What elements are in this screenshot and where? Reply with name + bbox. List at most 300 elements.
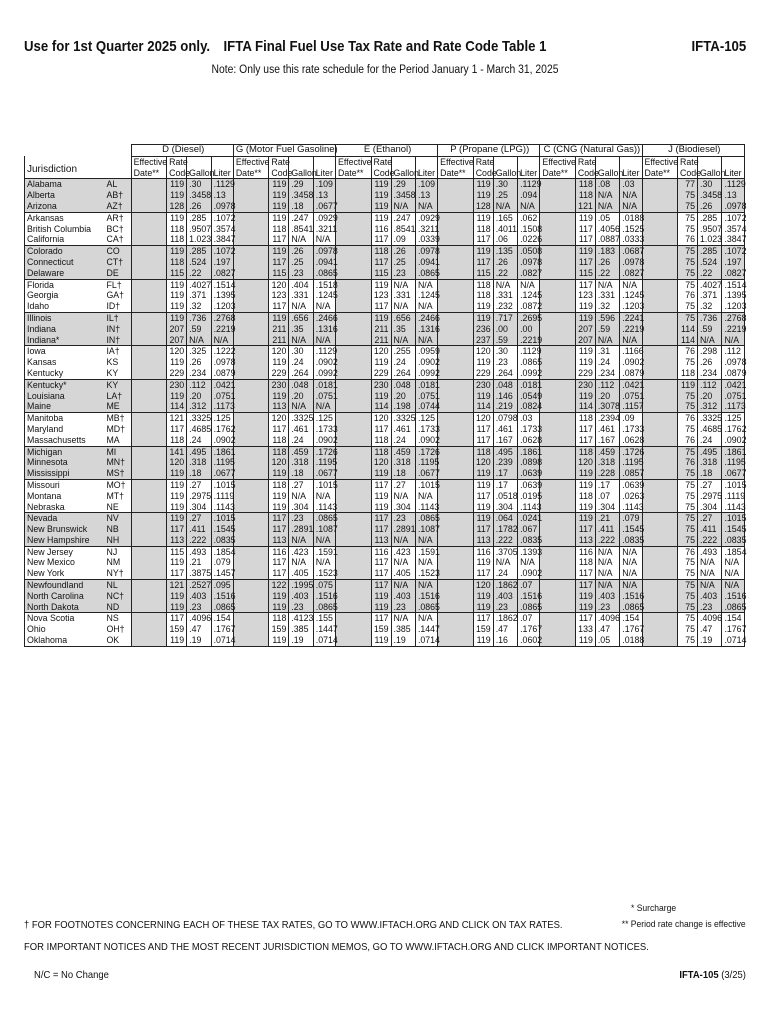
rate-code-cell: 113 (269, 401, 289, 412)
rate-code-cell: 119 (473, 602, 493, 613)
jurisdiction-code: ID† (106, 301, 121, 312)
effective-date-cell (131, 346, 167, 357)
liter-rate-cell: .1591 (415, 546, 437, 557)
rate-code-cell: 75 (678, 513, 698, 524)
gallon-rate-cell: .26 (698, 201, 722, 212)
effective-date-cell (540, 413, 576, 424)
gallon-rate-cell: .17 (595, 479, 619, 490)
liter-rate-cell: .0241 (518, 513, 540, 524)
gallon-rate-cell: .736 (187, 312, 211, 323)
effective-date-cell (438, 234, 474, 245)
rate-code-cell: 117 (473, 613, 493, 624)
liter-rate-cell: N/A (620, 201, 642, 212)
effective-date-cell (233, 201, 269, 212)
gallon-rate-cell: .524 (187, 257, 211, 268)
gallon-rate-cell: .331 (289, 290, 313, 301)
rate-code-cell: 128 (167, 201, 187, 212)
liter-rate-cell: N/A (313, 335, 335, 346)
jurisdiction-code: ME (104, 401, 131, 412)
rate-code-cell: 117 (371, 301, 391, 312)
jurisdiction-code: MD† (106, 423, 126, 434)
liter-rate-cell: .094 (518, 190, 540, 201)
jurisdiction-name: Louisiana (25, 391, 105, 402)
effective-date-cell (438, 368, 474, 379)
liter-rate-cell: .0639 (620, 479, 642, 490)
rate-code-cell: 207 (167, 335, 187, 346)
effective-date-cell (642, 324, 678, 335)
gallon-rate-cell: .05 (595, 635, 619, 646)
effective-date-cell (131, 457, 167, 468)
rate-code-cell: 115 (575, 268, 595, 279)
rate-code-cell: 114 (371, 401, 391, 412)
rate-code-cell: 120 (167, 346, 187, 357)
liter-rate-cell: .1726 (313, 446, 335, 457)
effective-date-cell (131, 391, 167, 402)
liter-rate-cell: .0992 (313, 368, 335, 379)
gallon-rate-cell: .35 (391, 324, 415, 335)
jurisdiction-name: New Hampshire (25, 535, 105, 546)
liter-rate-cell: .1119 (211, 491, 233, 502)
effective-date-cell (540, 335, 576, 346)
liter-rate-cell: .062 (518, 212, 540, 223)
liter-rate-cell: .1854 (211, 546, 233, 557)
rate-code-cell: 236 (473, 324, 493, 335)
liter-rate-cell: .1861 (722, 446, 745, 457)
jurisdiction-code: NH (104, 535, 131, 546)
rate-code-cell: 229 (371, 368, 391, 379)
liter-header: Liter (722, 156, 745, 179)
liter-rate-cell: .0677 (313, 201, 335, 212)
effective-date-cell (336, 379, 372, 390)
liter-rate-cell: .0865 (518, 602, 540, 613)
rate-code-cell: 118 (269, 446, 289, 457)
gallon-rate-cell: N/A (595, 546, 619, 557)
rate-code-cell: 116 (575, 546, 595, 557)
liter-rate-cell: .0865 (313, 602, 335, 613)
gallon-rate-cell: .24 (391, 357, 415, 368)
rate-code-cell: 117 (371, 568, 391, 579)
effective-date-cell (336, 257, 372, 268)
effective-date-cell (642, 391, 678, 402)
jurisdiction-code: BC† (106, 223, 124, 234)
rate-code-cell: 229 (473, 368, 493, 379)
rate-code-cell: 117 (167, 613, 187, 624)
rate-code-cell: 116 (473, 546, 493, 557)
table-row (25, 224, 745, 235)
gallon-rate-cell: N/A (493, 201, 517, 212)
gallon-rate-cell: N/A (595, 190, 619, 201)
rate-code-cell: 113 (269, 535, 289, 546)
gallon-rate-cell: .19 (391, 635, 415, 646)
gallon-rate-cell: .596 (595, 312, 619, 323)
effective-date-cell (336, 357, 372, 368)
liter-rate-cell: .3847 (211, 234, 233, 245)
rate-code-cell: 117 (269, 513, 289, 524)
liter-rate-cell: .0865 (620, 602, 642, 613)
effective-date-cell (540, 346, 576, 357)
effective-date-cell (438, 257, 474, 268)
rate-code-cell: 113 (371, 535, 391, 546)
rate-code-cell: 117 (473, 234, 493, 245)
gallon-rate-cell: .18 (289, 201, 313, 212)
effective-date-cell (540, 301, 576, 312)
effective-date-cell (540, 246, 576, 257)
rate-code-cell: 75 (678, 190, 698, 201)
liter-rate-cell: .0992 (415, 368, 437, 379)
liter-rate-cell: .1143 (415, 502, 437, 513)
jurisdiction-name: New York (25, 568, 105, 579)
rate-code-cell: 75 (678, 502, 698, 513)
effective-date-cell (336, 602, 372, 613)
jurisdiction-code: CA† (106, 234, 124, 245)
rate-code-cell: 119 (269, 246, 289, 257)
table-row (25, 446, 745, 457)
liter-rate-cell: .1072 (211, 212, 233, 223)
gallon-rate-cell: .20 (595, 391, 619, 402)
liter-rate-cell: N/A (722, 568, 745, 579)
gallon-rate-cell: .0518 (493, 491, 517, 502)
gallon-rate-cell: .219 (493, 401, 517, 412)
effective-date-cell (540, 446, 576, 457)
jurisdiction-code: KY (106, 367, 119, 378)
effective-date-cell (131, 568, 167, 579)
effective-date-cell (438, 479, 474, 490)
rate-code-cell: 230 (167, 379, 187, 390)
rate-code-cell: 159 (473, 624, 493, 635)
rate-code-cell: 119 (575, 346, 595, 357)
liter-rate-cell: .1245 (518, 290, 540, 301)
liter-rate-cell: .0978 (211, 357, 233, 368)
liter-rate-cell: .1222 (211, 346, 233, 357)
effective-date-cell (642, 179, 678, 190)
gallon-rate-cell: .064 (493, 513, 517, 524)
fuel-group-header-row (25, 145, 745, 157)
liter-rate-cell: .0865 (415, 602, 437, 613)
effective-date-cell (540, 324, 576, 335)
effective-date-cell (336, 557, 372, 568)
effective-date-cell (642, 312, 678, 323)
effective-date-cell (131, 479, 167, 490)
gallon-rate-cell: .255 (391, 346, 415, 357)
gallon-rate-cell: .59 (187, 324, 211, 335)
liter-rate-cell: N/A (415, 201, 437, 212)
effective-date-cell (642, 591, 678, 602)
jurisdiction-code: AR† (104, 212, 131, 223)
rate-code-cell: 116 (371, 546, 391, 557)
jurisdiction-name: North Dakota (25, 602, 105, 613)
rate-code-cell: 119 (167, 502, 187, 513)
rate-code-cell: 75 (678, 312, 698, 323)
effective-date-cell (233, 279, 269, 290)
rate-code-cell: 118 (575, 190, 595, 201)
effective-date-cell (540, 290, 576, 301)
liter-rate-cell: .0508 (518, 246, 540, 257)
effective-date-cell (642, 491, 678, 502)
effective-date-cell (438, 324, 474, 335)
effective-date-cell (233, 290, 269, 301)
rate-code-cell: 118 (269, 435, 289, 446)
rate-code-cell: 117 (473, 435, 493, 446)
jurisdiction-name: Connecticut (25, 257, 105, 268)
gallon-rate-cell: .304 (187, 502, 211, 513)
effective-date-cell (540, 368, 576, 379)
effective-date-cell (233, 491, 269, 502)
jurisdiction-name: Oklahoma (25, 635, 105, 646)
liter-rate-cell: .095 (211, 580, 233, 591)
gallon-rate-cell: .4096 (595, 613, 619, 624)
effective-date-cell (131, 624, 167, 635)
jurisdiction-header: Jurisdiction (25, 156, 132, 179)
table-row (25, 201, 745, 212)
liter-rate-cell: N/A (415, 279, 437, 290)
rate-code-cell: 119 (371, 468, 391, 479)
rate-code-cell: 123 (269, 290, 289, 301)
liter-rate-cell: N/A (415, 535, 437, 546)
effective-date-cell (540, 435, 576, 446)
jurisdiction-name: Montana (25, 491, 105, 502)
liter-rate-cell: .2219 (211, 324, 233, 335)
liter-rate-cell: .0181 (518, 379, 540, 390)
rate-code-cell: 207 (575, 324, 595, 335)
jurisdiction-code: OK (104, 635, 131, 646)
gallon-rate-cell: N/A (391, 613, 415, 624)
gallon-rate-cell: .405 (289, 568, 313, 579)
gallon-rate-cell: .232 (493, 301, 517, 312)
liter-rate-cell: .0677 (313, 468, 335, 479)
gallon-rate-cell: .198 (391, 401, 415, 412)
table-row (25, 257, 745, 268)
gallon-rate-cell: .411 (698, 524, 722, 535)
effective-date-cell (642, 401, 678, 412)
effective-date-cell (438, 391, 474, 402)
gallon-rate-cell: .285 (698, 212, 722, 223)
gallon-rate-cell: N/A (595, 279, 619, 290)
rate-code-cell: 119 (167, 301, 187, 312)
period-change-note: ** Period rate change is effective (622, 919, 746, 930)
gallon-rate-cell: .47 (595, 624, 619, 635)
effective-date-cell (642, 212, 678, 223)
effective-date-cell (336, 513, 372, 524)
rate-code-cell: 119 (167, 190, 187, 201)
liter-rate-cell: .1143 (620, 502, 642, 513)
effective-date-cell (131, 190, 167, 201)
effective-date-cell (336, 234, 372, 245)
jurisdiction-code: NB (104, 524, 131, 535)
effective-date-cell (438, 491, 474, 502)
jurisdiction-name: New Brunswick (25, 524, 105, 535)
gallon-rate-cell: N/A (698, 335, 722, 346)
effective-date-cell (131, 324, 167, 335)
gallon-rate-cell: .112 (698, 379, 722, 390)
rate-code-cell: 75 (678, 224, 698, 235)
liter-rate-cell: N/A (722, 557, 745, 568)
effective-date-cell (438, 446, 474, 457)
rate-code-cell: 119 (575, 635, 595, 646)
table-row (25, 524, 745, 535)
liter-rate-cell: N/A (415, 580, 437, 591)
rate-code-cell: 117 (269, 568, 289, 579)
rate-code-cell: 119 (167, 279, 187, 290)
rate-code-cell: 77 (678, 179, 698, 190)
gallon-rate-cell: N/A (391, 279, 415, 290)
liter-rate-cell: .155 (313, 613, 335, 624)
liter-rate-cell: .0941 (313, 257, 335, 268)
effective-date-cell (438, 268, 474, 279)
gallon-rate-cell: .2394 (595, 413, 619, 424)
table-row (25, 290, 745, 301)
gallon-rate-cell: N/A (391, 201, 415, 212)
rate-code-cell: 211 (371, 324, 391, 335)
liter-rate-cell: .2219 (518, 335, 540, 346)
liter-rate-cell: .1143 (722, 502, 745, 513)
liter-rate-cell: .00 (518, 324, 540, 335)
table-row (25, 346, 745, 357)
liter-rate-cell: .1516 (415, 591, 437, 602)
rate-code-cell: 75 (678, 624, 698, 635)
gallon-rate-cell: .3458 (289, 190, 313, 201)
liter-rate-cell: .1203 (722, 301, 745, 312)
effective-date-cell (540, 179, 576, 190)
liter-rate-cell: .1173 (722, 401, 745, 412)
rate-code-cell: 75 (678, 580, 698, 591)
liter-rate-cell: .2466 (415, 312, 437, 323)
effective-date-cell (438, 524, 474, 535)
liter-rate-cell: .0959 (415, 346, 437, 357)
effective-date-cell (233, 224, 269, 235)
liter-rate-cell: .0677 (211, 468, 233, 479)
gallon-rate-cell: .23 (289, 602, 313, 613)
rate-code-cell: 75 (678, 401, 698, 412)
gallon-rate-cell: .26 (595, 257, 619, 268)
liter-rate-cell: .0865 (211, 602, 233, 613)
rate-code-cell: 120 (167, 457, 187, 468)
effective-date-cell (336, 401, 372, 412)
jurisdiction-name: Kansas (25, 357, 105, 368)
gallon-rate-cell: .234 (698, 368, 722, 379)
table-row (25, 479, 745, 490)
liter-rate-cell: .1195 (620, 457, 642, 468)
gallon-rate-cell: .18 (289, 468, 313, 479)
liter-rate-cell: .154 (211, 613, 233, 624)
liter-rate-cell: .0549 (518, 391, 540, 402)
rate-code-cell: 114 (473, 401, 493, 412)
rate-code-cell: 75 (678, 635, 698, 646)
rate-code-cell: 118 (575, 413, 595, 424)
liter-rate-cell: .1767 (211, 624, 233, 635)
rate-code-cell: 119 (473, 591, 493, 602)
rate-code-cell: 119 (473, 301, 493, 312)
effective-date-cell (642, 602, 678, 613)
rate-code-cell: 117 (371, 613, 391, 624)
form-id: IFTA-105 (679, 969, 719, 981)
gallon-rate-cell: .312 (187, 401, 211, 412)
effective-date-cell (540, 257, 576, 268)
liter-rate-cell: .067 (518, 524, 540, 535)
liter-rate-cell: .1166 (620, 346, 642, 357)
rate-code-cell: 75 (678, 568, 698, 579)
rate-code-cell: 75 (678, 468, 698, 479)
effective-date-cell (131, 301, 167, 312)
effective-date-cell (336, 468, 372, 479)
liter-rate-cell: .1129 (313, 346, 335, 357)
liter-rate-cell: .1518 (313, 279, 335, 290)
rate-code-cell: 120 (371, 413, 391, 424)
effective-date-cell (642, 468, 678, 479)
gallon-rate-cell: .247 (289, 212, 313, 223)
effective-date-cell (131, 212, 167, 223)
rate-code-cell: 117 (167, 524, 187, 535)
liter-rate-cell: .1861 (211, 446, 233, 457)
gallon-rate-cell: .264 (289, 368, 313, 379)
rate-code-cell: 119 (371, 201, 391, 212)
liter-rate-cell: .2768 (211, 312, 233, 323)
liter-rate-cell: .0751 (620, 391, 642, 402)
rate-code-cell: 76 (678, 290, 698, 301)
effective-date-cell (438, 613, 474, 624)
gallon-rate-cell: N/A (391, 535, 415, 546)
gallon-rate-cell: .32 (698, 301, 722, 312)
fuel-group-header: D (Diesel) (131, 145, 233, 157)
effective-date-cell (642, 435, 678, 446)
liter-rate-cell: .1393 (518, 546, 540, 557)
rate-code-cell: 75 (678, 535, 698, 546)
effective-date-cell (540, 279, 576, 290)
rate-code-cell: 119 (167, 212, 187, 223)
gallon-rate-cell: .403 (289, 591, 313, 602)
effective-date-cell (336, 624, 372, 635)
gallon-rate-cell: .0798 (493, 413, 517, 424)
gallon-rate-cell: N/A (289, 335, 313, 346)
fuel-group-header: J (Biodiesel) (642, 145, 744, 157)
jurisdiction-name: Manitoba (25, 413, 105, 424)
table-row (25, 368, 745, 379)
jurisdiction-code: IN† (104, 335, 131, 346)
gallon-rate-cell: .29 (391, 179, 415, 190)
rate-code-cell: 119 (269, 391, 289, 402)
gallon-rate-cell: .19 (187, 635, 211, 646)
fuel-group-header: E (Ethanol) (336, 145, 438, 157)
effective-date-cell (336, 279, 372, 290)
liter-rate-cell: .1523 (415, 568, 437, 579)
rate-code-cell: 119 (473, 212, 493, 223)
gallon-rate-cell: .16 (493, 635, 517, 646)
liter-header: Liter (518, 156, 540, 179)
liter-rate-cell: .1245 (313, 290, 335, 301)
effective-date-cell (540, 379, 576, 390)
jurisdiction-name: Florida (25, 279, 105, 290)
gallon-rate-cell: .404 (289, 279, 313, 290)
gallon-rate-cell: .717 (493, 312, 517, 323)
liter-rate-cell: .154 (722, 613, 745, 624)
liter-rate-cell: .1072 (722, 246, 745, 257)
rate-code-header: Rate Code (473, 156, 493, 179)
gallon-rate-cell: N/A (391, 335, 415, 346)
effective-date-cell (336, 301, 372, 312)
rate-code-cell: 118 (269, 224, 289, 235)
gallon-rate-cell: .403 (698, 591, 722, 602)
table-row (25, 401, 745, 412)
gallon-header: Gallon (391, 156, 415, 179)
gallon-rate-cell: .112 (187, 379, 211, 390)
gallon-rate-cell: .331 (493, 290, 517, 301)
jurisdiction-name: Missouri (25, 479, 105, 490)
rate-code-cell: 118 (575, 179, 595, 190)
effective-date-cell (233, 346, 269, 357)
rate-code-cell: 230 (371, 379, 391, 390)
liter-rate-cell: N/A (620, 190, 642, 201)
liter-rate-cell: .1129 (722, 179, 745, 190)
rate-code-cell: 119 (575, 246, 595, 257)
